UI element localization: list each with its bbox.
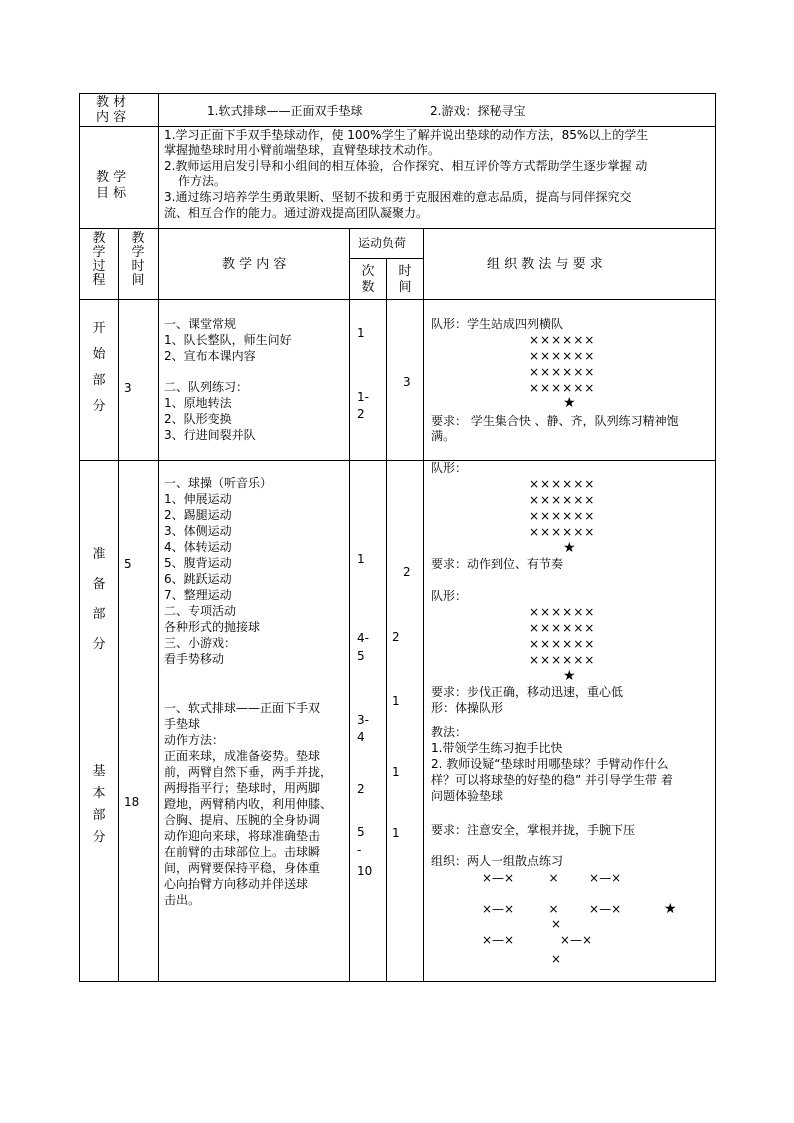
rule-header-v <box>158 93 159 228</box>
goal-line: 作方法。 <box>178 174 227 188</box>
basic-count-6: 10 <box>357 864 373 878</box>
col-header-count: 次 数 <box>361 264 375 295</box>
prep-req-1: 要求：动作到位、有节奏 <box>431 557 564 571</box>
content-item-1: 1.软式排球——正面双手垫球 <box>207 104 363 118</box>
rule-row2 <box>79 228 716 229</box>
prep-duration-2: 2 <box>392 630 400 644</box>
content-label-1: 教 材 <box>96 95 127 110</box>
teacher-star-icon: ★ <box>563 668 576 684</box>
col-header-process: 教 学 过 程 <box>92 231 106 288</box>
basic-duration-2: 1 <box>392 765 400 779</box>
start-count-1: 1 <box>357 326 365 340</box>
prep-req-3: 形：体操队形 <box>431 701 504 715</box>
drill-single: × <box>551 917 563 931</box>
col-header-method: 组 织 教 法 与 要 求 <box>487 257 603 272</box>
start-req-1: 要求： 学生集合快 、静、齐，队列练习精神饱 <box>431 414 679 428</box>
teacher-star-icon: ★ <box>563 395 576 411</box>
basic-count-5: - <box>357 843 362 857</box>
start-minutes: 3 <box>124 381 132 395</box>
basic-duration-3: 1 <box>392 826 400 840</box>
phase-start: 开 始 部 分 <box>92 321 106 414</box>
start-count-2: 1- <box>357 390 369 404</box>
col-header-content: 教 学 内 容 <box>222 257 287 272</box>
prep-count-1: 1 <box>357 552 365 566</box>
basic-org: 组织：两人一组散点练习 <box>431 854 564 868</box>
phase-prep: 准 备 部 分 <box>92 547 106 652</box>
rule-col3 <box>349 228 350 982</box>
teacher-star-icon: ★ <box>563 540 576 556</box>
start-req-2: 满。 <box>431 429 456 443</box>
prep-minutes: 5 <box>124 557 132 571</box>
goal-line: 3.通过练习培养学生勇敢果断、坚韧不拔和勇于克服困难的意志品质，提高与同伴探究交 <box>164 190 632 204</box>
goal-label-2: 目 标 <box>96 186 127 201</box>
drill-single: × <box>551 952 563 966</box>
content-item-2: 2.游戏：探秘寻宝 <box>430 104 526 118</box>
rule-col2 <box>158 228 159 982</box>
prep-formation-label-2: 队形： <box>431 589 468 603</box>
teacher-star-icon: ★ <box>664 901 677 917</box>
rule-load-sub <box>349 258 423 259</box>
lesson-plan-page: 教 材 内 容 1.软式排球——正面双手垫球 2.游戏：探秘寻宝 教 学 目 标 1.学习正面下手双手垫球动作，使 100%学生了解并说出垫球的动作方法，85%以上的学生 掌握抛垫球时用小臂前端垫球，直臂垫球技术动作。 2.教师运用启发引导和小组间的相互体验，合作探究、相互评价等方式帮助学生逐步掌握 动 作方法。 3.通过练习培养学生勇敢果断、坚韧不拔和勇于克服困难的意志品质，提高与同伴探究交 流、相互合作的能力。通过游戏提高团队凝聚力。 教 学 过 程 教 学 时 间 教 学 内 容 运动负荷 次 数 时 间 组 织 教 法 与 要 求 开 始 部 分 3 一、课堂常规 1、队长整队，师生问好 2、宣布本课内容 二、队列练习： 1、原地转法 2、队形变换 3、行进间裂并队 1 1- 2 3 队形：学生站成四列横队 ×××××× ×××××× ×××××× ×××××× ★ 要求： 学生集合快 、静、齐，队列练习精神饱 满。 准 备 部 分 5 一、球操（听音乐） 1、伸展运动 2、踢腿运动 3、体侧运动 4、体转运动 5、腹背运动 6、跳跃运动 7、整理运动 二、专项活动 各种形式的抛接球 三、小游戏： 看手势移动 1 4- 5 2 2 队形： ×××××× ×××××× ×××××× ×××××× ★ 要求：动作到位、有节奏 队形： ×××××× ×××××× ×××××× ×××××× ★ 要求：步伐正确，移动迅速，重心低 形：体操队形 基 本 部 分 18 一、软式排球——正面下手双 手垫球 动作方法： 正面来球，成准备姿势。垫球 前，两臂自然下垂，两手并拢， 两拇指平行；垫球时，用两脚 蹬地，两臂稍内收，利用伸膝、 合胸、提肩、压腕的全身协调 动作迎向来球，将球准确垫击 在前臂的击球部位上。击球瞬 间，两臂要保持平稳，身体重 心向抬臂方向移动并伴送球 击出。 3- 4 2 5 - 10 1 1 1 教法： 1.带领学生练习抱手比快 2. 教师设疑“垫球时用哪垫球？手臂动作什么 样？可以将球垫的好垫的稳” 并引导学生带 着 问题体验垫球 要求：注意安全，掌根并拢，手腕下压 组织：两人一组散点练习 ×—× × ×—× ×—× × ×—× × ×—× ×—× × ★ <box>0 0 794 1123</box>
col-header-load: 运动负荷 <box>358 236 407 250</box>
basic-count-2: 4 <box>357 730 365 744</box>
start-duration: 3 <box>403 375 411 389</box>
phase-basic: 基 本 部 分 <box>92 764 106 845</box>
goal-line: 流、相互合作的能力。通过游戏提高团队凝聚力。 <box>164 206 429 220</box>
prep-count-3: 5 <box>357 649 365 663</box>
goal-line: 2.教师运用启发引导和小组间的相互体验，合作探究、相互评价等方式帮助学生逐步掌握 动 <box>164 159 648 173</box>
basic-req: 要求：注意安全，掌根并拢，手腕下压 <box>431 823 636 837</box>
start-formation-label: 队形：学生站成四列横队 <box>431 317 564 331</box>
goal-line: 掌握抛垫球时用小臂前端垫球，直臂垫球技术动作。 <box>164 143 441 157</box>
basic-duration-1: 1 <box>392 694 400 708</box>
rule-col4 <box>386 258 387 982</box>
start-count-3: 2 <box>357 407 365 421</box>
content-label-2: 内 容 <box>96 110 127 125</box>
prep-req-2: 要求：步伐正确，移动迅速，重心低 <box>431 685 624 699</box>
prep-formation-label-1: 队形： <box>431 461 468 475</box>
rule-row3 <box>79 299 716 300</box>
basic-minutes: 18 <box>124 795 140 809</box>
prep-duration-1: 2 <box>403 565 411 579</box>
col-header-duration: 时 间 <box>398 264 412 295</box>
rule-row4 <box>79 460 716 461</box>
prep-count-2: 4- <box>357 631 369 645</box>
basic-count-4: 5 <box>357 825 365 839</box>
basic-count-1: 3- <box>357 713 369 727</box>
rule-col1 <box>118 228 119 982</box>
basic-method-label: 教法： <box>431 725 468 739</box>
rule-row1 <box>79 126 716 127</box>
col-header-time: 教 学 时 间 <box>131 231 145 288</box>
basic-count-3: 2 <box>357 782 365 796</box>
goal-label-1: 教 学 <box>96 170 127 185</box>
rule-col5 <box>423 228 424 982</box>
goal-line: 1.学习正面下手双手垫球动作，使 100%学生了解并说出垫球的动作方法，85%以上的学生 <box>164 128 649 142</box>
